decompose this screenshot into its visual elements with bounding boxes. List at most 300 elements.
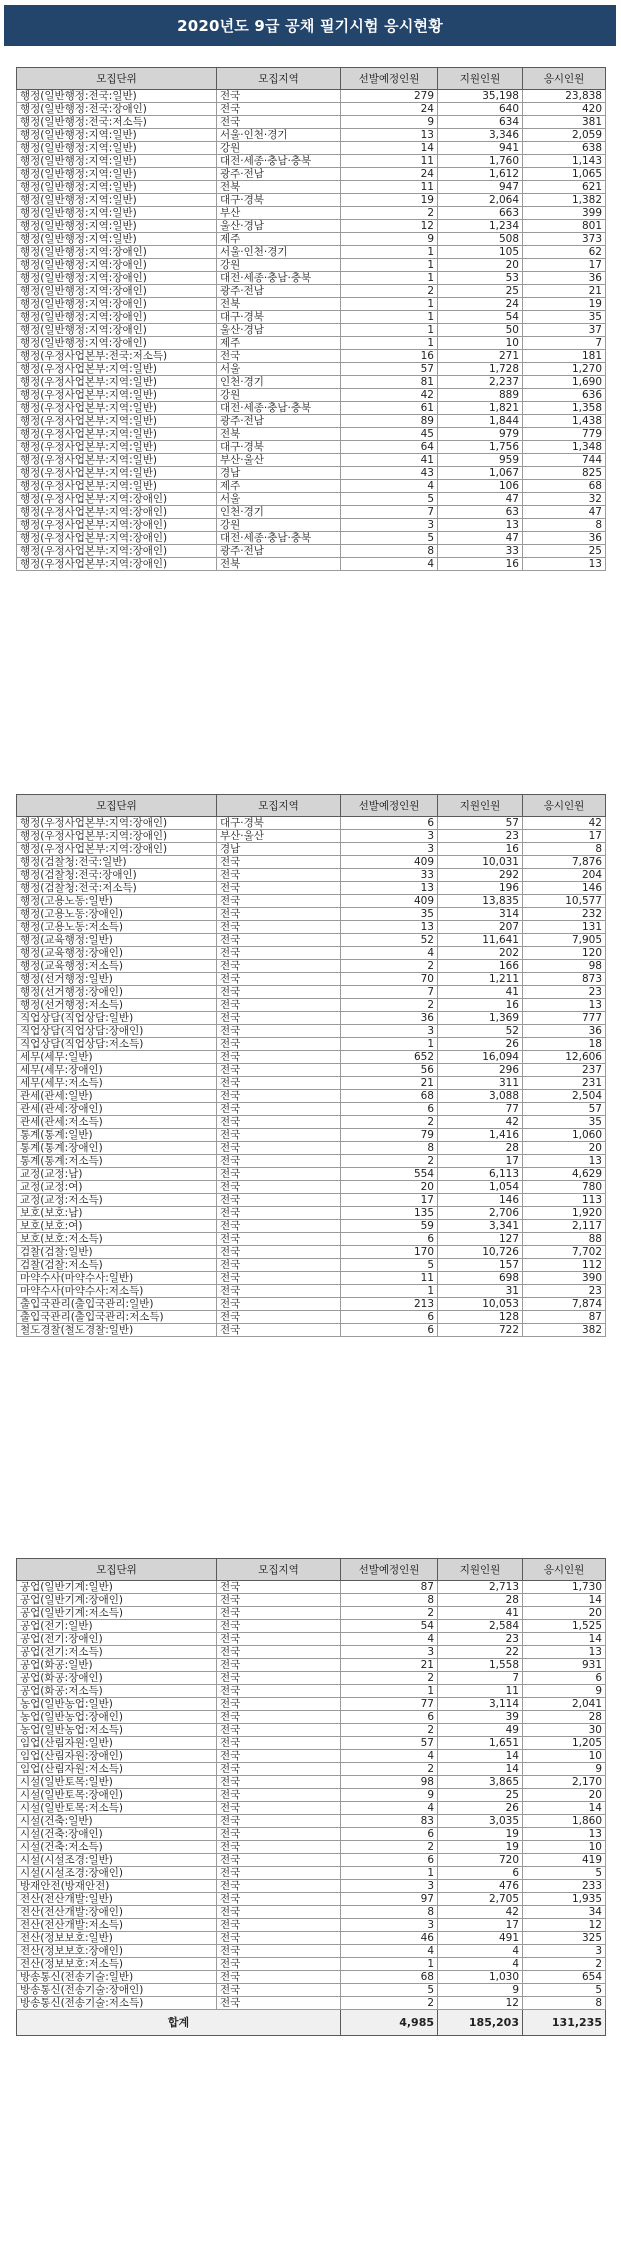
cell-selection: 33	[341, 869, 438, 882]
cell-unit: 행정(일반행정:전국:저소득)	[17, 116, 217, 129]
cell-region: 서울·인천·경기	[217, 129, 341, 142]
cell-applicants: 3,865	[438, 1776, 523, 1789]
table-row	[17, 493, 606, 506]
cell-examinees: 1,348	[523, 441, 606, 454]
cell-unit: 세무(세무:저소득)	[17, 1077, 217, 1090]
cell-unit: 임업(산림자원:장애인)	[17, 1750, 217, 1763]
cell-applicants: 2,705	[438, 1893, 523, 1906]
table-row	[17, 1129, 606, 1142]
cell-applicants: 3,035	[438, 1815, 523, 1828]
cell-examinees: 9	[523, 1685, 606, 1698]
cell-region: 전국	[217, 1750, 341, 1763]
cell-applicants: 16,094	[438, 1051, 523, 1064]
table-row	[17, 1077, 606, 1090]
cell-examinees: 232	[523, 908, 606, 921]
cell-selection: 5	[341, 532, 438, 545]
cell-selection: 13	[341, 921, 438, 934]
cell-applicants: 6	[438, 1867, 523, 1880]
table-row	[17, 1828, 606, 1841]
cell-examinees: 14	[523, 1633, 606, 1646]
cell-region: 전국	[217, 1064, 341, 1077]
cell-region: 전국	[217, 1581, 341, 1594]
cell-selection: 12	[341, 220, 438, 233]
cell-applicants: 10,053	[438, 1298, 523, 1311]
cell-examinees: 10,577	[523, 895, 606, 908]
cell-applicants: 2,706	[438, 1207, 523, 1220]
cell-unit: 전산(정보보호:일반)	[17, 1932, 217, 1945]
cell-region: 전국	[217, 1025, 341, 1038]
cell-selection: 1	[341, 1038, 438, 1051]
cell-unit: 교정(교정:저소득)	[17, 1194, 217, 1207]
cell-region: 광주·전남	[217, 285, 341, 298]
cell-selection: 1	[341, 1685, 438, 1698]
cell-examinees: 36	[523, 272, 606, 285]
cell-region: 전국	[217, 1932, 341, 1945]
cell-examinees: 13	[523, 558, 606, 571]
col-header-applicants: 지원인원	[438, 1559, 523, 1581]
cell-selection: 8	[341, 1594, 438, 1607]
cell-examinees: 231	[523, 1077, 606, 1090]
cell-applicants: 157	[438, 1259, 523, 1272]
cell-unit: 보호(보호:저소득)	[17, 1233, 217, 1246]
cell-unit: 임업(산림자원:일반)	[17, 1737, 217, 1750]
cell-examinees: 181	[523, 350, 606, 363]
cell-examinees: 420	[523, 103, 606, 116]
table-row	[17, 1672, 606, 1685]
cell-examinees: 1,358	[523, 402, 606, 415]
cell-applicants: 1,756	[438, 441, 523, 454]
table-row	[17, 272, 606, 285]
cell-unit: 시설(건축:저소득)	[17, 1841, 217, 1854]
cell-unit: 공업(일반기계:저소득)	[17, 1607, 217, 1620]
table-header-row	[17, 1559, 606, 1581]
cell-region: 전국	[217, 999, 341, 1012]
cell-examinees: 1,860	[523, 1815, 606, 1828]
cell-examinees: 8	[523, 843, 606, 856]
table-row	[17, 298, 606, 311]
cell-unit: 행정(선거행정:장애인)	[17, 986, 217, 999]
cell-selection: 1	[341, 298, 438, 311]
cell-applicants: 57	[438, 817, 523, 830]
cell-region: 전국	[217, 1259, 341, 1272]
cell-applicants: 28	[438, 1142, 523, 1155]
cell-unit: 행정(일반행정:지역:장애인)	[17, 246, 217, 259]
cell-selection: 21	[341, 1077, 438, 1090]
table-row	[17, 1945, 606, 1958]
cell-region: 전국	[217, 1867, 341, 1880]
cell-examinees: 1,525	[523, 1620, 606, 1633]
cell-applicants: 292	[438, 869, 523, 882]
cell-examinees: 62	[523, 246, 606, 259]
cell-selection: 4	[341, 1633, 438, 1646]
cell-region: 부산	[217, 207, 341, 220]
cell-unit: 관세(관세:저소득)	[17, 1116, 217, 1129]
cell-unit: 임업(산림자원:저소득)	[17, 1763, 217, 1776]
cell-unit: 행정(교육행정:장애인)	[17, 947, 217, 960]
cell-examinees: 382	[523, 1324, 606, 1337]
cell-applicants: 508	[438, 233, 523, 246]
cell-applicants: 1,054	[438, 1181, 523, 1194]
cell-unit: 행정(일반행정:지역:일반)	[17, 155, 217, 168]
cell-examinees: 30	[523, 1724, 606, 1737]
cell-selection: 59	[341, 1220, 438, 1233]
cell-examinees: 1,382	[523, 194, 606, 207]
table-row	[17, 882, 606, 895]
table-row	[17, 1919, 606, 1932]
cell-selection: 11	[341, 181, 438, 194]
table-row	[17, 960, 606, 973]
table-row	[17, 116, 606, 129]
cell-examinees: 14	[523, 1594, 606, 1607]
cell-unit: 출입국관리(출입국관리:저소득)	[17, 1311, 217, 1324]
cell-selection: 213	[341, 1298, 438, 1311]
cell-selection: 3	[341, 1919, 438, 1932]
cell-unit: 농업(일반농업:장애인)	[17, 1711, 217, 1724]
table-row	[17, 415, 606, 428]
cell-region: 광주·전남	[217, 545, 341, 558]
exam-table-part-1	[16, 67, 606, 571]
cell-selection: 6	[341, 1854, 438, 1867]
cell-examinees: 37	[523, 324, 606, 337]
cell-selection: 3	[341, 519, 438, 532]
cell-examinees: 18	[523, 1038, 606, 1051]
cell-unit: 행정(선거행정:일반)	[17, 973, 217, 986]
table-row	[17, 1958, 606, 1971]
cell-applicants: 207	[438, 921, 523, 934]
cell-applicants: 39	[438, 1711, 523, 1724]
cell-examinees: 47	[523, 506, 606, 519]
cell-applicants: 41	[438, 1607, 523, 1620]
cell-applicants: 42	[438, 1116, 523, 1129]
cell-examinees: 1,935	[523, 1893, 606, 1906]
cell-region: 전국	[217, 1220, 341, 1233]
cell-examinees: 23,838	[523, 90, 606, 103]
cell-unit: 행정(우정사업본부:지역:일반)	[17, 428, 217, 441]
cell-selection: 4	[341, 558, 438, 571]
cell-unit: 세무(세무:일반)	[17, 1051, 217, 1064]
cell-unit: 행정(일반행정:지역:장애인)	[17, 337, 217, 350]
table-header-row	[17, 68, 606, 90]
cell-examinees: 10	[523, 1841, 606, 1854]
cell-region: 전국	[217, 1246, 341, 1259]
cell-selection: 1	[341, 1285, 438, 1298]
cell-selection: 135	[341, 1207, 438, 1220]
cell-region: 전국	[217, 947, 341, 960]
cell-applicants: 17	[438, 1155, 523, 1168]
table-row	[17, 1867, 606, 1880]
cell-region: 제주	[217, 480, 341, 493]
col-header-examinees: 응시인원	[523, 795, 606, 817]
table-row	[17, 506, 606, 519]
table-row	[17, 1168, 606, 1181]
table-row	[17, 921, 606, 934]
cell-region: 전국	[217, 1919, 341, 1932]
cell-examinees: 7,905	[523, 934, 606, 947]
cell-region: 전국	[217, 1194, 341, 1207]
cell-examinees: 88	[523, 1233, 606, 1246]
cell-selection: 57	[341, 1737, 438, 1750]
cell-applicants: 13,835	[438, 895, 523, 908]
cell-selection: 41	[341, 454, 438, 467]
total-examinees: 131,235	[523, 2010, 606, 2036]
cell-unit: 공업(화공:일반)	[17, 1659, 217, 1672]
cell-region: 광주·전남	[217, 168, 341, 181]
cell-unit: 행정(우정사업본부:지역:장애인)	[17, 545, 217, 558]
cell-selection: 2	[341, 999, 438, 1012]
table-row	[17, 1194, 606, 1207]
table-row	[17, 1789, 606, 1802]
cell-examinees: 373	[523, 233, 606, 246]
col-header-examinees: 응시인원	[523, 68, 606, 90]
cell-unit: 행정(검찰청:전국:일반)	[17, 856, 217, 869]
cell-applicants: 106	[438, 480, 523, 493]
cell-region: 전국	[217, 1672, 341, 1685]
table-row	[17, 1038, 606, 1051]
cell-selection: 4	[341, 1802, 438, 1815]
table-row	[17, 376, 606, 389]
cell-unit: 시설(건축:장애인)	[17, 1828, 217, 1841]
cell-applicants: 22	[438, 1646, 523, 1659]
cell-unit: 행정(우정사업본부:지역:장애인)	[17, 506, 217, 519]
cell-selection: 6	[341, 1828, 438, 1841]
cell-applicants: 10	[438, 337, 523, 350]
cell-applicants: 47	[438, 493, 523, 506]
table-row	[17, 1698, 606, 1711]
cell-selection: 9	[341, 233, 438, 246]
cell-unit: 행정(우정사업본부:지역:일반)	[17, 441, 217, 454]
cell-unit: 행정(우정사업본부:지역:장애인)	[17, 817, 217, 830]
cell-region: 대구·경북	[217, 311, 341, 324]
cell-region: 전국	[217, 1155, 341, 1168]
cell-selection: 409	[341, 856, 438, 869]
table-row	[17, 155, 606, 168]
cell-examinees: 35	[523, 1116, 606, 1129]
table-row	[17, 1841, 606, 1854]
cell-applicants: 77	[438, 1103, 523, 1116]
cell-examinees: 654	[523, 1971, 606, 1984]
cell-examinees: 87	[523, 1311, 606, 1324]
cell-unit: 방재안전(방재안전)	[17, 1880, 217, 1893]
cell-selection: 2	[341, 1155, 438, 1168]
cell-unit: 행정(일반행정:지역:장애인)	[17, 259, 217, 272]
cell-unit: 행정(우정사업본부:지역:일반)	[17, 389, 217, 402]
cell-unit: 방송통신(전송기술:일반)	[17, 1971, 217, 1984]
cell-selection: 4	[341, 947, 438, 960]
cell-unit: 세무(세무:장애인)	[17, 1064, 217, 1077]
cell-region: 전국	[217, 1828, 341, 1841]
cell-unit: 행정(교육행정:저소득)	[17, 960, 217, 973]
cell-region: 전북	[217, 428, 341, 441]
cell-unit: 마약수사(마약수사:저소득)	[17, 1285, 217, 1298]
cell-region: 전국	[217, 1997, 341, 2010]
cell-unit: 공업(전기:일반)	[17, 1620, 217, 1633]
table-row	[17, 1685, 606, 1698]
cell-selection: 8	[341, 545, 438, 558]
cell-selection: 56	[341, 1064, 438, 1077]
cell-selection: 2	[341, 1997, 438, 2010]
cell-selection: 4	[341, 480, 438, 493]
cell-region: 제주	[217, 337, 341, 350]
table-header-row	[17, 795, 606, 817]
cell-region: 대구·경북	[217, 194, 341, 207]
cell-region: 전국	[217, 1776, 341, 1789]
cell-examinees: 2,041	[523, 1698, 606, 1711]
cell-selection: 554	[341, 1168, 438, 1181]
cell-region: 대전·세종·충남·충북	[217, 402, 341, 415]
cell-region: 전국	[217, 1711, 341, 1724]
cell-applicants: 20	[438, 259, 523, 272]
cell-examinees: 419	[523, 1854, 606, 1867]
table-row	[17, 1711, 606, 1724]
cell-selection: 1	[341, 1958, 438, 1971]
cell-examinees: 120	[523, 947, 606, 960]
cell-unit: 행정(일반행정:지역:일반)	[17, 181, 217, 194]
cell-examinees: 381	[523, 116, 606, 129]
table-row	[17, 999, 606, 1012]
cell-unit: 공업(일반기계:장애인)	[17, 1594, 217, 1607]
table-row	[17, 1932, 606, 1945]
cell-unit: 교정(교정:남)	[17, 1168, 217, 1181]
cell-applicants: 24	[438, 298, 523, 311]
cell-applicants: 7	[438, 1672, 523, 1685]
cell-unit: 농업(일반농업:일반)	[17, 1698, 217, 1711]
table-row	[17, 1142, 606, 1155]
cell-selection: 8	[341, 1142, 438, 1155]
cell-selection: 70	[341, 973, 438, 986]
cell-selection: 13	[341, 882, 438, 895]
cell-selection: 170	[341, 1246, 438, 1259]
cell-applicants: 722	[438, 1324, 523, 1337]
cell-applicants: 6,113	[438, 1168, 523, 1181]
cell-examinees: 113	[523, 1194, 606, 1207]
cell-applicants: 1,067	[438, 467, 523, 480]
total-applicants: 185,203	[438, 2010, 523, 2036]
cell-selection: 6	[341, 1233, 438, 1246]
cell-selection: 13	[341, 129, 438, 142]
cell-applicants: 314	[438, 908, 523, 921]
total-label: 합계	[17, 2010, 341, 2036]
table-row	[17, 324, 606, 337]
cell-unit: 직업상담(직업상담:저소득)	[17, 1038, 217, 1051]
cell-unit: 공업(화공:저소득)	[17, 1685, 217, 1698]
cell-unit: 공업(전기:저소득)	[17, 1646, 217, 1659]
table-row	[17, 947, 606, 960]
cell-examinees: 1,143	[523, 155, 606, 168]
cell-selection: 81	[341, 376, 438, 389]
cell-examinees: 131	[523, 921, 606, 934]
table-row	[17, 181, 606, 194]
col-header-selection: 선발예정인원	[341, 68, 438, 90]
cell-unit: 행정(일반행정:지역:일반)	[17, 207, 217, 220]
cell-selection: 1	[341, 324, 438, 337]
cell-unit: 출입국관리(출입국관리:일반)	[17, 1298, 217, 1311]
cell-examinees: 57	[523, 1103, 606, 1116]
cell-applicants: 941	[438, 142, 523, 155]
cell-examinees: 12	[523, 1919, 606, 1932]
cell-unit: 행정(우정사업본부:지역:일반)	[17, 363, 217, 376]
cell-examinees: 5	[523, 1984, 606, 1997]
cell-selection: 9	[341, 116, 438, 129]
table-row	[17, 1207, 606, 1220]
cell-region: 전국	[217, 1116, 341, 1129]
table-row	[17, 895, 606, 908]
cell-selection: 3	[341, 843, 438, 856]
cell-selection: 1	[341, 311, 438, 324]
cell-examinees: 23	[523, 986, 606, 999]
table-row	[17, 480, 606, 493]
cell-examinees: 636	[523, 389, 606, 402]
table-row	[17, 1750, 606, 1763]
cell-examinees: 2	[523, 1958, 606, 1971]
cell-applicants: 42	[438, 1906, 523, 1919]
cell-applicants: 3,088	[438, 1090, 523, 1103]
cell-region: 전국	[217, 1815, 341, 1828]
cell-applicants: 947	[438, 181, 523, 194]
cell-selection: 6	[341, 817, 438, 830]
cell-applicants: 16	[438, 558, 523, 571]
cell-unit: 행정(일반행정:지역:장애인)	[17, 285, 217, 298]
cell-applicants: 3,346	[438, 129, 523, 142]
cell-applicants: 146	[438, 1194, 523, 1207]
cell-applicants: 14	[438, 1750, 523, 1763]
cell-applicants: 25	[438, 285, 523, 298]
cell-examinees: 7,876	[523, 856, 606, 869]
table-row	[17, 973, 606, 986]
table-row	[17, 1815, 606, 1828]
cell-region: 대전·세종·충남·충북	[217, 272, 341, 285]
cell-applicants: 1,728	[438, 363, 523, 376]
cell-region: 광주·전남	[217, 415, 341, 428]
cell-examinees: 17	[523, 830, 606, 843]
cell-examinees: 98	[523, 960, 606, 973]
cell-unit: 행정(고용노동:일반)	[17, 895, 217, 908]
table-row	[17, 90, 606, 103]
cell-unit: 전산(전산개발:저소득)	[17, 1919, 217, 1932]
cell-examinees: 2,170	[523, 1776, 606, 1789]
table-row	[17, 1051, 606, 1064]
cell-unit: 시설(시설조경:일반)	[17, 1854, 217, 1867]
cell-applicants: 49	[438, 1724, 523, 1737]
cell-examinees: 35	[523, 311, 606, 324]
cell-unit: 전산(전산개발:장애인)	[17, 1906, 217, 1919]
cell-examinees: 21	[523, 285, 606, 298]
cell-region: 전국	[217, 1012, 341, 1025]
cell-examinees: 931	[523, 1659, 606, 1672]
table-row	[17, 428, 606, 441]
cell-applicants: 23	[438, 830, 523, 843]
cell-unit: 검찰(검찰:저소득)	[17, 1259, 217, 1272]
cell-selection: 2	[341, 1724, 438, 1737]
cell-unit: 방송통신(전송기술:장애인)	[17, 1984, 217, 1997]
cell-applicants: 12	[438, 1997, 523, 2010]
cell-region: 인천·경기	[217, 506, 341, 519]
cell-unit: 행정(우정사업본부:지역:일반)	[17, 402, 217, 415]
cell-unit: 행정(우정사업본부:지역:일반)	[17, 467, 217, 480]
cell-unit: 행정(일반행정:지역:장애인)	[17, 311, 217, 324]
cell-selection: 45	[341, 428, 438, 441]
cell-applicants: 1,558	[438, 1659, 523, 1672]
table-row	[17, 856, 606, 869]
cell-examinees: 780	[523, 1181, 606, 1194]
cell-selection: 19	[341, 194, 438, 207]
cell-applicants: 889	[438, 389, 523, 402]
cell-region: 전국	[217, 921, 341, 934]
cell-selection: 52	[341, 934, 438, 947]
cell-applicants: 979	[438, 428, 523, 441]
cell-region: 강원	[217, 259, 341, 272]
cell-selection: 2	[341, 960, 438, 973]
cell-unit: 보호(보호:여)	[17, 1220, 217, 1233]
